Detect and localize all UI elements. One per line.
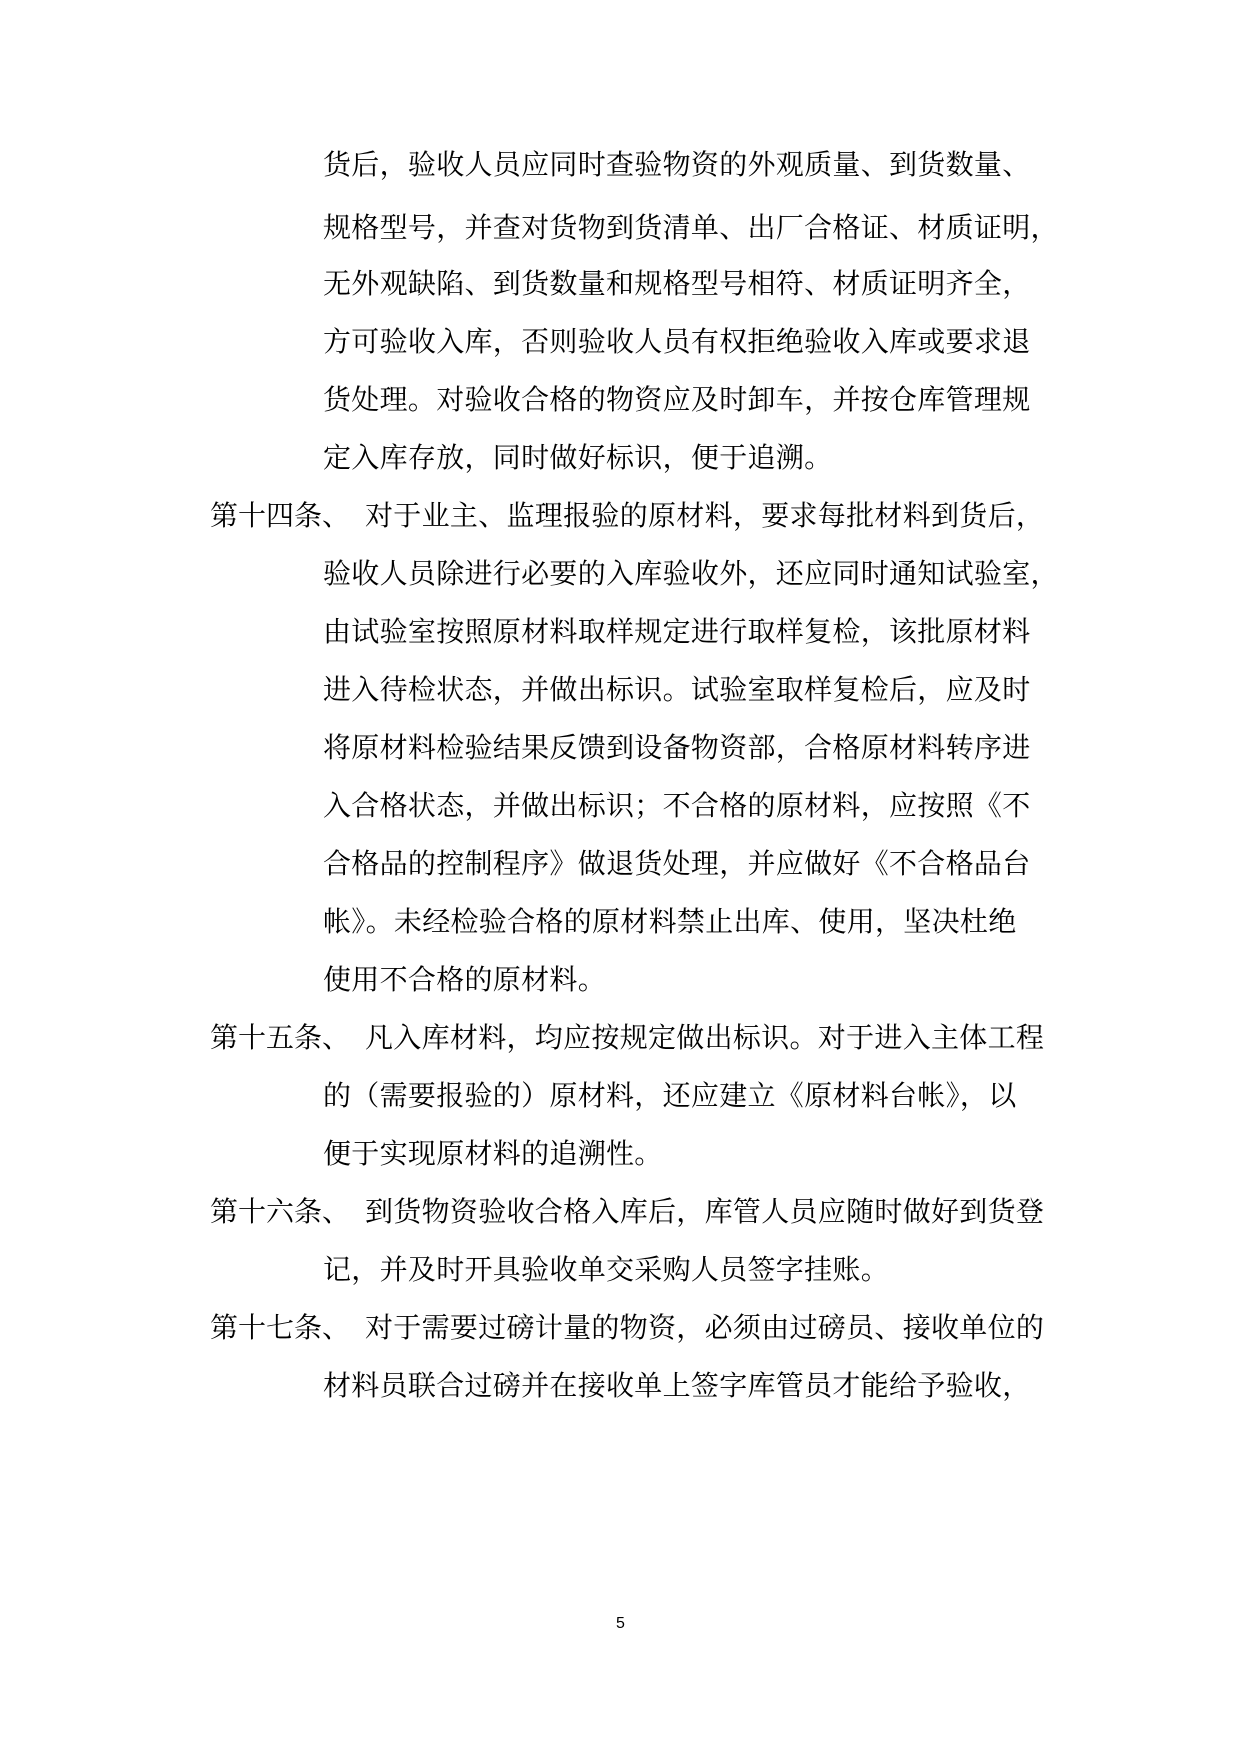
- text-line: 对于业主、监理报验的原材料，要求每批材料到货后，: [365, 499, 1045, 532]
- page-number: 5: [616, 1615, 625, 1632]
- text-line: 材料员联合过磅并在接收单上签字库管员才能给予验收，: [323, 1369, 1031, 1402]
- text-line: 货后，验收人员应同时查验物资的外观质量、到货数量、: [323, 148, 1031, 181]
- text-line: 验收人员除进行必要的入库验收外，还应同时通知试验室，: [323, 557, 1059, 590]
- text-line: 规格型号，并查对货物到货清单、出厂合格证、材质证明，: [323, 211, 1059, 244]
- text-line: 帐》。未经检验合格的原材料禁止出库、使用，坚决杜绝: [323, 905, 1017, 938]
- text-line: 无外观缺陷、到货数量和规格型号相符、材质证明齐全，: [323, 267, 1031, 300]
- text-line: 凡入库材料，均应按规定做出标识。对于进入主体工程: [365, 1021, 1045, 1054]
- text-line: 合格品的控制程序》做退货处理，并应做好《不合格品台: [323, 847, 1031, 880]
- article-label: 第十五条、: [210, 1021, 351, 1054]
- article-label: 第十四条、: [210, 499, 351, 532]
- text-line: 使用不合格的原材料。: [323, 963, 607, 996]
- article-label: 第十七条、: [210, 1311, 351, 1344]
- text-line: 由试验室按照原材料取样规定进行取样复检，该批原材料: [323, 615, 1031, 648]
- text-line: 方可验收入库，否则验收人员有权拒绝验收入库或要求退: [323, 325, 1031, 358]
- text-line: 的（需要报验的）原材料，还应建立《原材料台帐》，以: [323, 1079, 1017, 1112]
- text-line: 对于需要过磅计量的物资，必须由过磅员、接收单位的: [365, 1311, 1045, 1344]
- text-line: 入合格状态，并做出标识；不合格的原材料，应按照《不: [323, 789, 1031, 822]
- text-line: 记，并及时开具验收单交采购人员签字挂账。: [323, 1253, 890, 1286]
- text-line: 到货物资验收合格入库后，库管人员应随时做好到货登: [365, 1195, 1045, 1228]
- text-line: 将原材料检验结果反馈到设备物资部，合格原材料转序进: [323, 731, 1031, 764]
- text-line: 货处理。对验收合格的物资应及时卸车，并按仓库管理规: [323, 383, 1031, 416]
- text-line: 便于实现原材料的追溯性。: [323, 1137, 663, 1170]
- text-line: 定入库存放，同时做好标识，便于追溯。: [323, 441, 833, 474]
- text-line: 进入待检状态，并做出标识。试验室取样复检后，应及时: [323, 673, 1031, 706]
- article-label: 第十六条、: [210, 1195, 351, 1228]
